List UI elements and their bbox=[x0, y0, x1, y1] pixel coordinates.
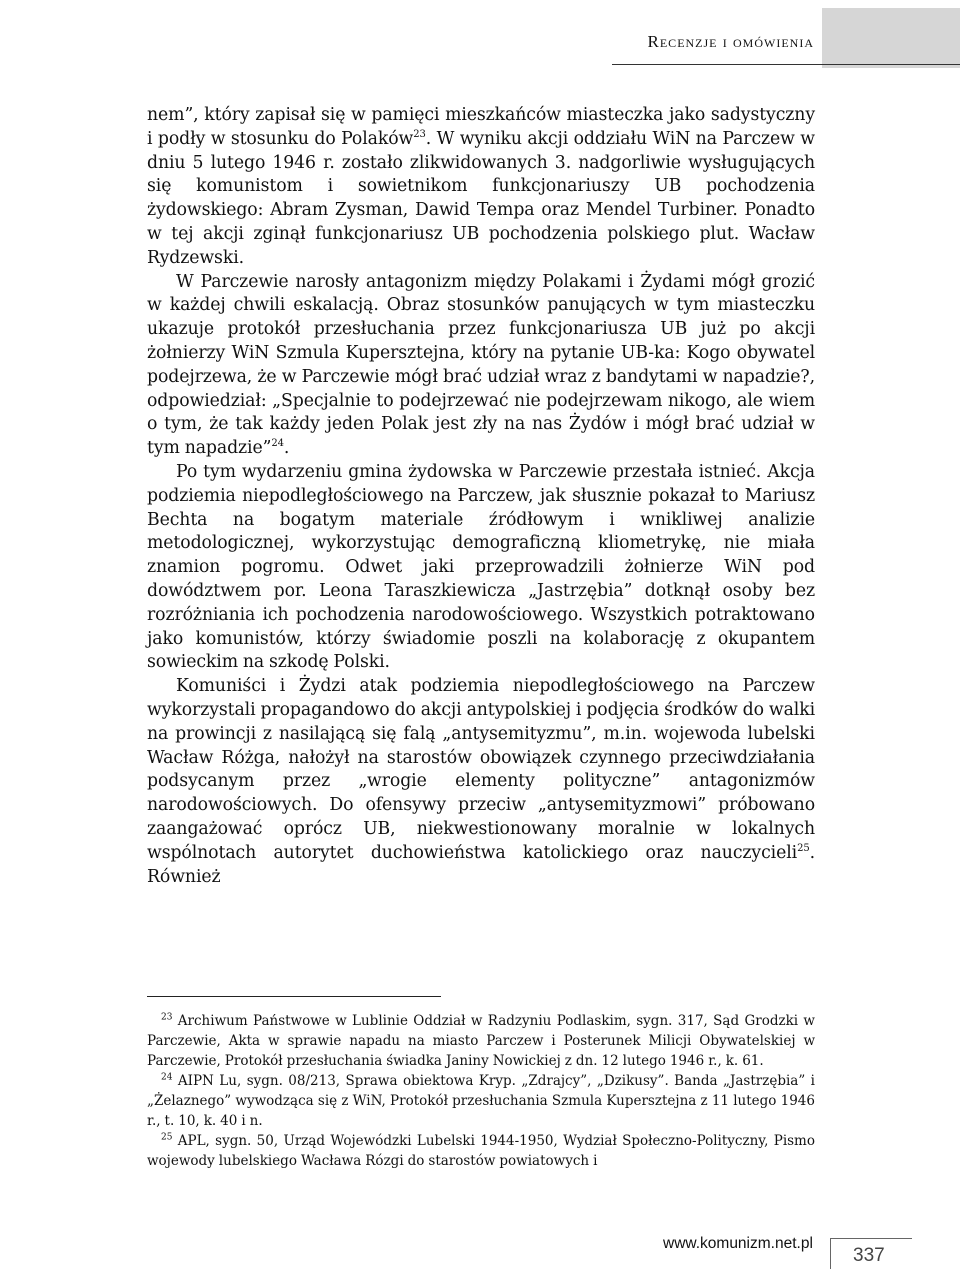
footnote-ref-23[interactable]: 23 bbox=[413, 129, 426, 141]
footnote-23: $^{23}$ Archiwum Państwowe w Lublinie Oddział w Radzyniu Podlaskim, sygn. 317, Sąd Grodzki w Parczewie, Akta w sprawie napadu na miasto Parczew i Posterunek Milicji Obywatelskiej w Parczewie, Protokół przesłuchania świadka Janiny Nowickiej z dn. 12 lutego 1946 r., k. 61. bbox=[147, 1012, 815, 1069]
footnote-ref-24[interactable]: 24 bbox=[271, 438, 284, 450]
footer-url[interactable]: www.komunizm.net.pl bbox=[663, 1235, 813, 1252]
page-number: 337 bbox=[853, 1245, 885, 1266]
paragraph-3: Po tym wydarzeniu gmina żydowska w Parczewie przestała istnieć. Akcja podziemia niepodległościowego na Parczew, jak słusznie pokazał to Mariusz Bechta na bogatym materiale źródłowym i wnikliwej analizie metodologicznej, wykorzystując demograficzną kliometrykę, nie miała znamion pogromu. Odwet jaki przeprowadzili żołnierze WiN pod dowództwem por. Leona Taraszkiewicza „Jastrzębia” dotknął osoby bez rozróżniania ich pochodzenia narodowościowego. Wszystkich potraktowano jako komunistów, którzy świadomie poszli na kolaborację z okupantem sowieckim na szkodę Polski. bbox=[147, 461, 815, 673]
footnote-24: $^{24}$ AIPN Lu, sygn. 08/213, Sprawa obiektowa Kryp. „Zdrajcy”, „Dzikusy”. Banda „Jastrzębia” i „Żelaznego” wywodząca się z WiN, Protokół przesłuchania Szmula Kupersztejna z 11 lutego 1946 r., t. 10, k. 40 i n. bbox=[147, 1072, 815, 1129]
header-corner-block bbox=[822, 8, 960, 68]
running-header: Recenzje i omówienia bbox=[647, 32, 814, 51]
paragraph-1: nem”, który zapisał się w pamięci mieszkańców miasteczka jako sadystyczny i podły w stosunku do Polaków$^{23}$. W wyniku akcji oddziału WiN na Parczew w dniu 5 lutego 1946 r. zostało zlikwidowanych 3. nadgorliwie wysługujących się komunistom i sowietnikom funkcjonariuszy UB pochodzenia żydowskiego: Abram Zysman, Dawid Tempa oraz Mendel Turbiner. Ponadto w tej akcji zginął funkcjonariusz UB pochodzenia polskiego plut. Wacław Rydzewski. bbox=[147, 105, 815, 268]
footnote-separator bbox=[147, 996, 441, 997]
paragraph-2: W Parczewie narosły antagonizm między Polakami i Żydami mógł grozić w każdej chwili eskalacją. Obraz stosunków panujących w tym miasteczku ukazuje protokół przesłuchania przez funkcjonariusza UB już po akcji żołnierzy WiN Szmula Kupersztejna, który na pytanie UB-ka: Kogo obywatel podejrzewa, że w Parczewie mógł brać udział wraz z bandytami w napadzie?, odpowiedział: „Specjalnie to podejrzewać nie podejrzewam nikogo, ale wiem o tym, że tak każdy jeden Polak jest zły na nas Żydów i mógł brać udział w tym napadzie”$^{24}$. bbox=[147, 271, 815, 459]
main-text bbox=[147, 104, 815, 889]
footnote-25: $^{25}$ APL, sygn. 50, Urząd Wojewódzki Lubelski 1944-1950, Wydział Społeczno-Polityczny, Pismo wojewody lubelskiego Wacława Rózgi do starostów powiatowych i bbox=[147, 1132, 815, 1169]
footnotes bbox=[147, 1011, 815, 1171]
header-rule bbox=[612, 64, 960, 65]
paragraph-4: Komuniści i Żydzi atak podziemia niepodległościowego na Parczew wykorzystali propagandowo do akcji antypolskiej i podjęcia środków do walki na prowincji z nasilającą się falą „antysemityzmu”, m.in. wojewoda lubelski Wacław Różga, nałożył na starostów obowiązek czynnego przeciwdziałania podsycanym przez „wrogie elementy polityczne” antagonizmów narodowościowych. Do ofensywy przeciw „antysemityzmowi” próbowano zaangażować oprócz UB, niekwestionowany moralnie w lokalnych wspólnotach autorytet duchowieństwa katolickiego oraz nauczycieli$^{25}$. Również bbox=[147, 676, 815, 887]
footnote-ref-25[interactable]: 25 bbox=[797, 842, 810, 854]
